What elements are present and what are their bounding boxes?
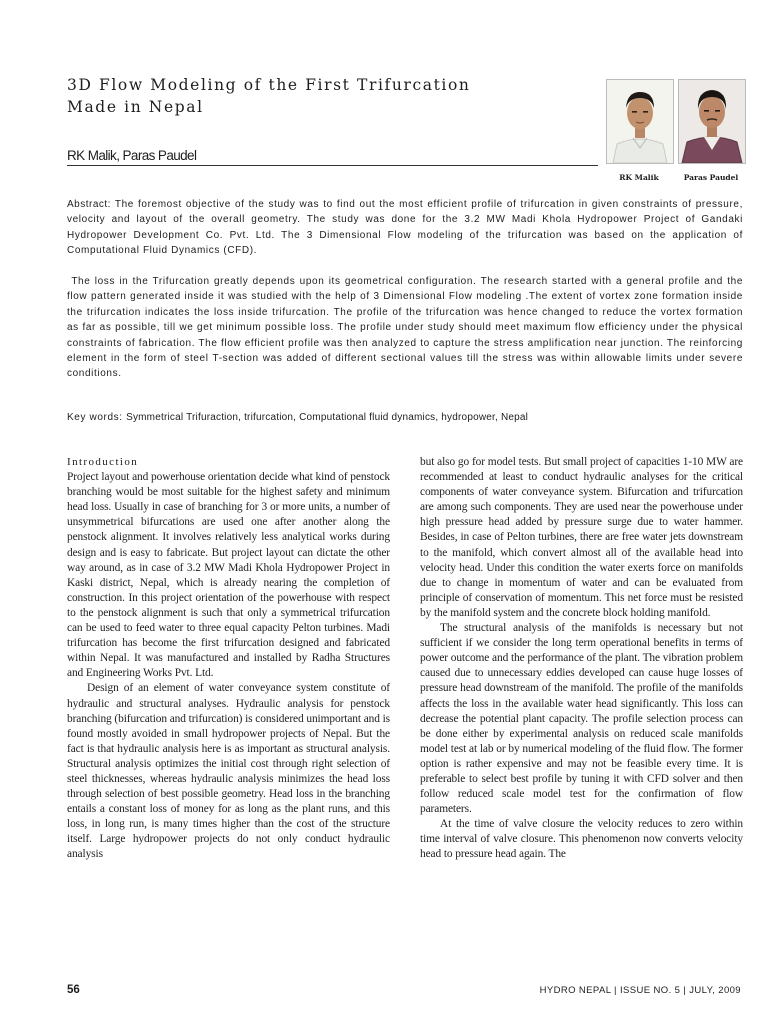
body-column-left bbox=[67, 455, 390, 863]
keywords-text: Symmetrical Trifuraction, trifurcation, Computational fluid dynamics, hydropower, Nepal bbox=[126, 412, 529, 423]
author-line: RK Malik, Paras Paudel bbox=[67, 148, 197, 163]
keywords-line bbox=[67, 410, 743, 425]
title-line-2: Made in Nepal bbox=[67, 98, 204, 116]
title-line-1: 3D Flow Modeling of the First Trifurcation bbox=[67, 76, 471, 94]
abstract-text-1: The foremost objective of the study was to find out the most efficient profile of trifurcation in given constraints of pressure, velocity and layout of the overall geometry. The study was done for the 3.2 MW Madi Khola Hydropower Project of Gandaki Hydropower Development Co. Pvt. Ltd. The 3 Dimensional Flow modeling of the trifurcation was based on the application of Computational Fluid Dynamics (CFD). bbox=[67, 199, 744, 257]
right-paragraph-2: The structural analysis of the manifolds is necessary but not sufficient if we consider the long term operational benefits in terms of power outcome and the performance of the plant. The vibration problem caused due to unnecessary eddies developed can cause huge losses of pressure head downstream of the manifold. The profile of the manifolds affects the loss in the available water head significantly. This loss can decrease the potential plant capacity. The profile selection process can be done either by experimental analysis on reduced scale manifolds model test at lab or by numerical modeling of the fluid flow. The former option is rather expensive and may not be feasible every time. It is preferable to select best profile by tuning it with CFD solver and then follow reduced scale model test for the confirmation of flow parameters. bbox=[420, 622, 743, 816]
abstract-label: Abstract: bbox=[67, 199, 111, 210]
title-divider bbox=[67, 165, 598, 166]
abstract-text-2: The loss in the Trifurcation greatly depends upon its geometrical configuration. The research started with a general profile and the flow pattern generated inside it was studied with the help of 3 Dimensional Flow modeling .The extent of vortex zone formation inside the trifurcation indicates the loss inside trifurcation. The profile of the trifurcation was hence changed to reduce the vortex formation as far as possible, till we get minimum possible loss. The profile under study should meet maximum flow efficiency under the physical constraints of fabrication. The flow efficient profile was then analyzed to capture the stress amplification near junction. The reinforcing element in the form of steel T-section was added of different sectional values till the stress was within allowable limits under severe conditions. bbox=[67, 276, 744, 380]
keywords-label: Key words: bbox=[67, 412, 123, 423]
paper-title bbox=[67, 74, 471, 118]
right-paragraph-3: At the time of valve closure the velocity reduces to zero within time interval of valve closure. This phenomenon now converts velocity head to pressure head again. The bbox=[420, 818, 743, 861]
author-photo-rk-malik bbox=[606, 79, 674, 164]
journal-footer: HYDRO NEPAL | ISSUE NO. 5 | JULY, 2009 bbox=[539, 985, 741, 996]
introduction-heading: Introduction bbox=[67, 456, 139, 468]
page-number: 56 bbox=[67, 984, 80, 996]
abstract-paragraph-1 bbox=[67, 197, 743, 259]
left-paragraph-1: Project layout and powerhouse orientation decide what kind of penstock branching would be most suitable for the highest safety and minimum head loss. Usually in case of branching for 3 or more units, a number of unsymmetrical bifurcations are used one after another along the penstock alignment. It involves relatively less analytical works during design and is easy to fabricate. But project layout can dictate the other way around, as in case of 3.2 MW Madi Khola Hydropower Project in Kaski district, Nepal, which is already nearing the completion of construction. In this project orientation of the powerhouse with respect to the penstock alignment is such that only a symmetrical trifurcation can be used to feed water to three equal capacity Pelton turbines. Madi trifurcation has become the first trifurcation designed and fabricated within Nepal. It was manufactured and installed by Radha Structures and Engineering Works Pvt. Ltd. bbox=[67, 471, 390, 680]
author-photo-paras-paudel bbox=[678, 79, 746, 164]
abstract-paragraph-2 bbox=[67, 274, 743, 382]
body-column-right bbox=[420, 455, 743, 863]
left-paragraph-2: Design of an element of water conveyance system constitute of hydraulic and structural analyses. Hydraulic analysis for penstock branching (bifurcation and trifurcation) is considered unimportant and is found mostly avoided in small hydropower projects of Nepal. But the fact is that hydraulic analysis here is as important as structural analysis. Structural analysis optimizes the initial cost through right selection of steel thicknesses, whereas hydraulic analysis minimizes the head loss through selection of best possible geometry. Head loss in the branching entails a constant loss of money for as long as the plant runs, and this loss, in long run, is many times higher than the cost of the structure itself. Large hydropower projects do not only conduct hydraulic analysis bbox=[67, 682, 390, 861]
right-paragraph-1: but also go for model tests. But small project of capacities 1-10 MW are recommended at least to conduct hydraulic analyses for the critical components of water conveyance system. Bifurcation and trifurcation are among such components. They are used near the powerhouse under high pressure head added by pressure surge due to water hammer. Besides, in case of Pelton turbines, there are free water jets downstream to the manifold, which convert almost all of the available head into velocity head. Under this condition the water exerts force on manifolds due to change in momentum of water and can be evaluated from principle of conservation of momentum. This net force must be resisted by the manifold system and the concrete block holding manifold. bbox=[420, 456, 743, 619]
photo-caption-paras-paudel: Paras Paudel bbox=[683, 173, 739, 182]
photo-caption-rk-malik: RK Malik bbox=[619, 173, 659, 182]
